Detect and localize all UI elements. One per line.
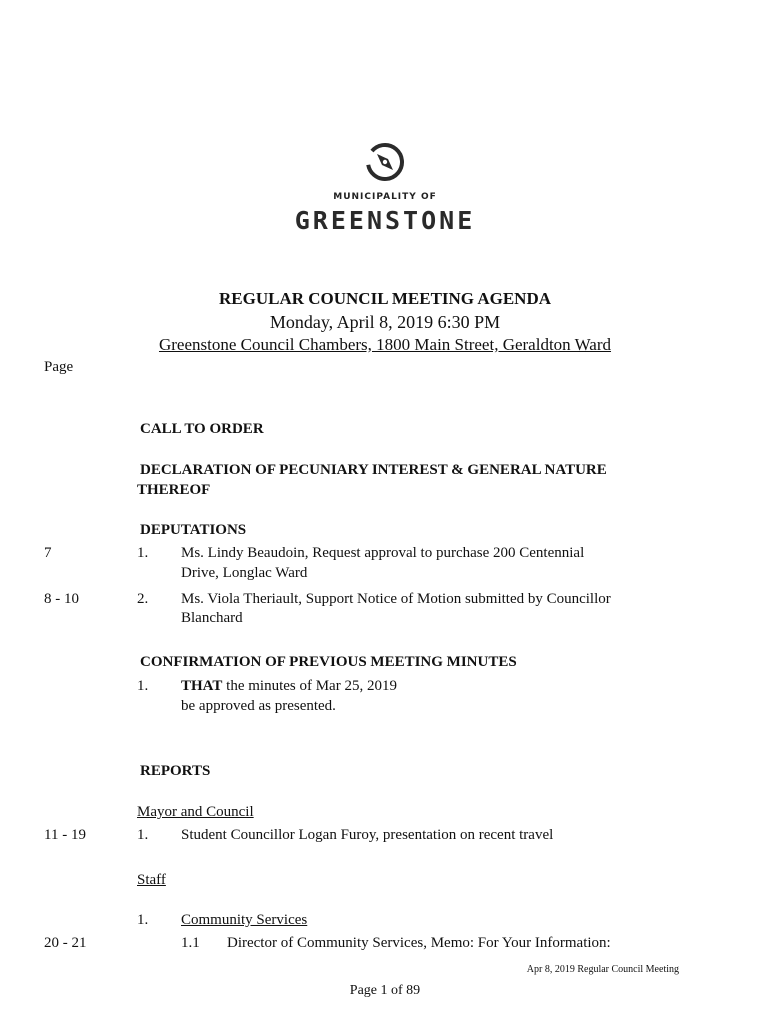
deputation-1-text: Ms. Lindy Beaudoin, Request approval to purchase 200 Centennial: [181, 545, 585, 561]
deputation-1-text-cont: Drive, Longlac Ward: [181, 565, 308, 581]
staff-subheading: Staff: [137, 872, 166, 888]
mayor-item-number: 1.: [137, 827, 149, 843]
footer-page-number: Page 1 of 89: [349, 983, 421, 998]
deputation-2-text-cont: Blanchard: [181, 610, 243, 626]
deputation-2-text: Ms. Viola Theriault, Support Notice of Motion submitted by Councillor: [181, 591, 611, 607]
deputation-1-number: 1.: [137, 545, 149, 561]
deputations-heading: DEPUTATIONS: [140, 522, 247, 538]
motion-text: the minutes of Mar 25, 2019: [222, 678, 397, 694]
deputation-2-number: 2.: [137, 591, 149, 607]
community-services-heading: Community Services: [181, 912, 308, 928]
agenda-title: REGULAR COUNCIL MEETING AGENDA: [218, 289, 551, 308]
community-sub-number: 1.1: [181, 935, 200, 951]
community-sub-page: 20 - 21: [44, 935, 87, 951]
declaration-heading: DECLARATION OF PECUNIARY INTEREST & GENERAL NATURE: [140, 462, 607, 478]
municipality-prefix: MUNICIPALITY OF: [333, 192, 437, 202]
footer-meeting-reference: Apr 8, 2019 Regular Council Meeting: [526, 964, 679, 975]
declaration-heading-cont: THEREOF: [137, 482, 211, 498]
reports-heading: REPORTS: [140, 763, 211, 779]
municipality-name: GREENSTONE: [294, 206, 476, 235]
page-column-label: Page: [44, 359, 74, 375]
mayor-item-text: Student Councillor Logan Furoy, presentation on recent travel: [181, 827, 554, 843]
minutes-motion-cont: be approved as presented.: [181, 698, 336, 714]
meeting-datetime: Monday, April 8, 2019 6:30 PM: [269, 312, 501, 332]
deputation-1-page: 7: [44, 545, 52, 561]
mayor-council-subheading: Mayor and Council: [137, 804, 254, 820]
motion-keyword: THAT: [181, 678, 223, 694]
minutes-motion: [181, 678, 397, 695]
minutes-heading: CONFIRMATION OF PREVIOUS MEETING MINUTES: [140, 654, 517, 670]
minutes-item-number: 1.: [137, 678, 149, 694]
compass-icon: [363, 140, 407, 184]
call-to-order-heading: CALL TO ORDER: [140, 421, 264, 437]
community-sub-text: Director of Community Services, Memo: For Your Information:: [227, 935, 611, 951]
community-services-number: 1.: [137, 912, 149, 928]
deputation-2-page: 8 - 10: [44, 591, 79, 607]
meeting-location: Greenstone Council Chambers, 1800 Main Street, Geraldton Ward: [158, 335, 612, 354]
mayor-item-page: 11 - 19: [44, 827, 86, 843]
